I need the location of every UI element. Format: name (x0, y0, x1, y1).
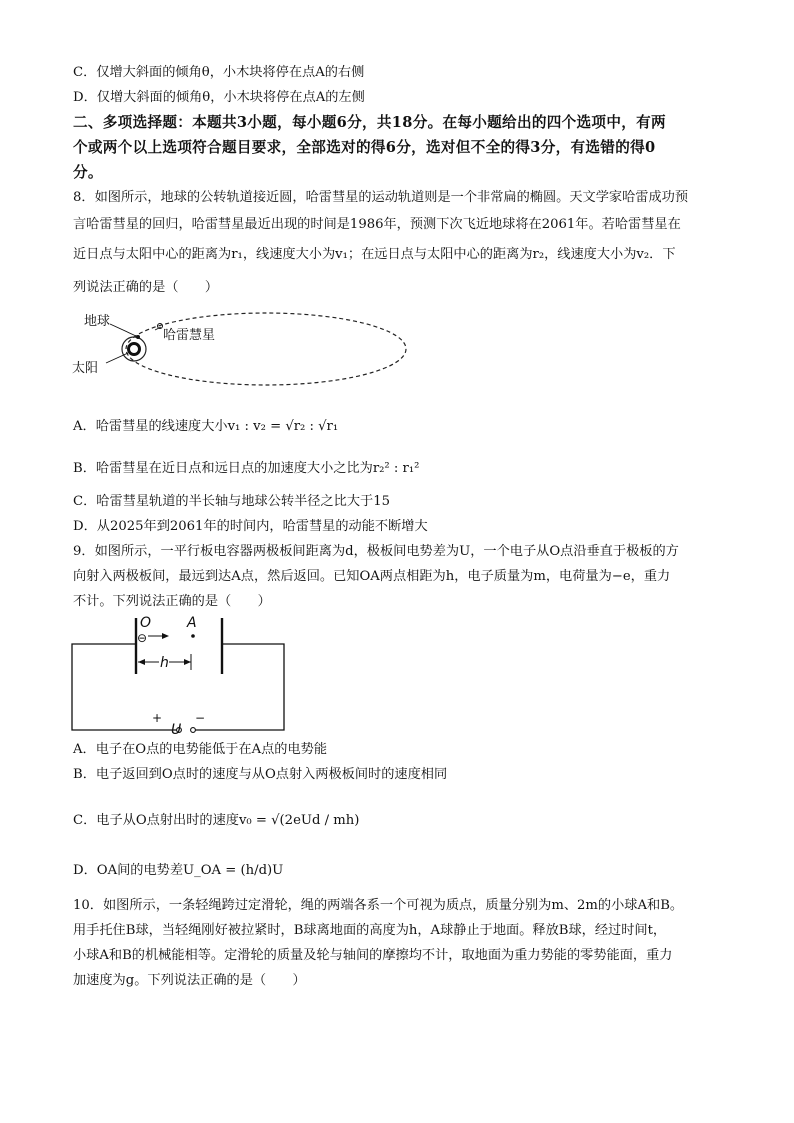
q8-line4: 列说法正确的是（ ） (73, 280, 219, 295)
comet-orbit (126, 313, 406, 385)
minus-sign: − (195, 711, 206, 725)
q9-option-b: B．电子返回到O点时的速度与从O点射入两极板间时的速度相同 (73, 767, 448, 782)
option-d-prev: D．仅增大斜面的倾角θ，小木块将停在点A的左侧 (73, 90, 365, 105)
q10-line4: 加速度为g。下列说法正确的是（ ） (73, 973, 306, 988)
terminal-minus (191, 728, 196, 733)
q10-line2: 用手托住B球，当轻绳刚好被拉紧时，B球离地面的高度为h，A球静止于地面。释放B球，经过时间t， (73, 923, 667, 938)
electron-icon: ⊖ (137, 631, 148, 645)
q8-option-b: B．哈雷彗星在近日点和远日点的加速度大小之比为r₂² : r₁² (73, 461, 420, 476)
q9-option-a: A．电子在O点的电势能低于在A点的电势能 (73, 742, 328, 757)
plus-sign: + (152, 711, 163, 725)
capacitor-circuit (66, 612, 306, 738)
q8-line1: 8．如图所示，地球的公转轨道接近圆，哈雷彗星的运动轨道则是一个非常扁的椭圆。天文学家哈雷成功预 (73, 190, 689, 205)
q8-line2: 言哈雷彗星的回归，哈雷彗星最近出现的时间是1986年，预测下次飞近地球将在2061年。若哈雷彗星在 (73, 217, 681, 232)
earth-label: 地球 (84, 314, 111, 329)
q8-line3: 近日点与太阳中心的距离为r₁，线速度大小为v₁；在远日点与太阳中心的距离为r₂，线速度大小为v₂．下 (73, 247, 676, 262)
point-a (191, 634, 195, 638)
q10-line1: 10．如图所示，一条轻绳跨过定滑轮，绳的两端各系一个可视为质点，质量分别为m、2m的小球A和B。 (73, 898, 684, 913)
q9-line2: 向射入两极板间，最远到达A点，然后返回。已知OA两点相距为h，电子质量为m，电荷量为−e，重力 (73, 569, 671, 584)
comet-label: 哈雷慧星 (163, 328, 216, 343)
q8-option-c: C．哈雷彗星轨道的半长轴与地球公转半径之比大于15 (73, 494, 390, 509)
q10-line3: 小球A和B的机械能相等。定滑轮的质量及轮与轴间的摩擦均不计，取地面为重力势能的零势能面，重力 (73, 948, 673, 963)
section2-line2: 个或两个以上选项符合题目要求，全部选对的得6分，选对但不全的得3分，有选错的得0 (73, 139, 656, 156)
sun-label: 太阳 (72, 361, 99, 376)
q8-option-d: D．从2025年到2061年的时间内，哈雷彗星的动能不断增大 (73, 519, 428, 534)
q9-option-d: D．OA间的电势差U_OA = (h/d)U (73, 863, 284, 878)
label-h: h (160, 655, 169, 671)
label-u: U (171, 722, 182, 738)
label-a: A (187, 615, 197, 631)
q8-option-a: A．哈雷彗星的线速度大小v₁ : v₂ = √r₂ : √r₁ (73, 419, 339, 434)
section2-line1: 二、多项选择题：本题共3小题，每小题6分，共18分。在每小题给出的四个选项中，有两 (73, 114, 666, 131)
sun-icon (129, 344, 140, 355)
section2-line3: 分。 (73, 164, 103, 181)
orbit-diagram (66, 306, 416, 390)
q9-option-c: C．电子从O点射出时的速度v₀ = √(2eUd / mh) (73, 813, 360, 828)
q9-line3: 不计。下列说法正确的是（ ） (73, 594, 271, 609)
earth-icon (136, 335, 140, 339)
option-c-prev: C．仅增大斜面的倾角θ，小木块将停在点A的右侧 (73, 65, 365, 80)
q9-line1: 9．如图所示，一平行板电容器两极板间距离为d，极板间电势差为U，一个电子从O点沿垂直于极板的方 (73, 544, 679, 559)
label-o: O (140, 615, 152, 631)
